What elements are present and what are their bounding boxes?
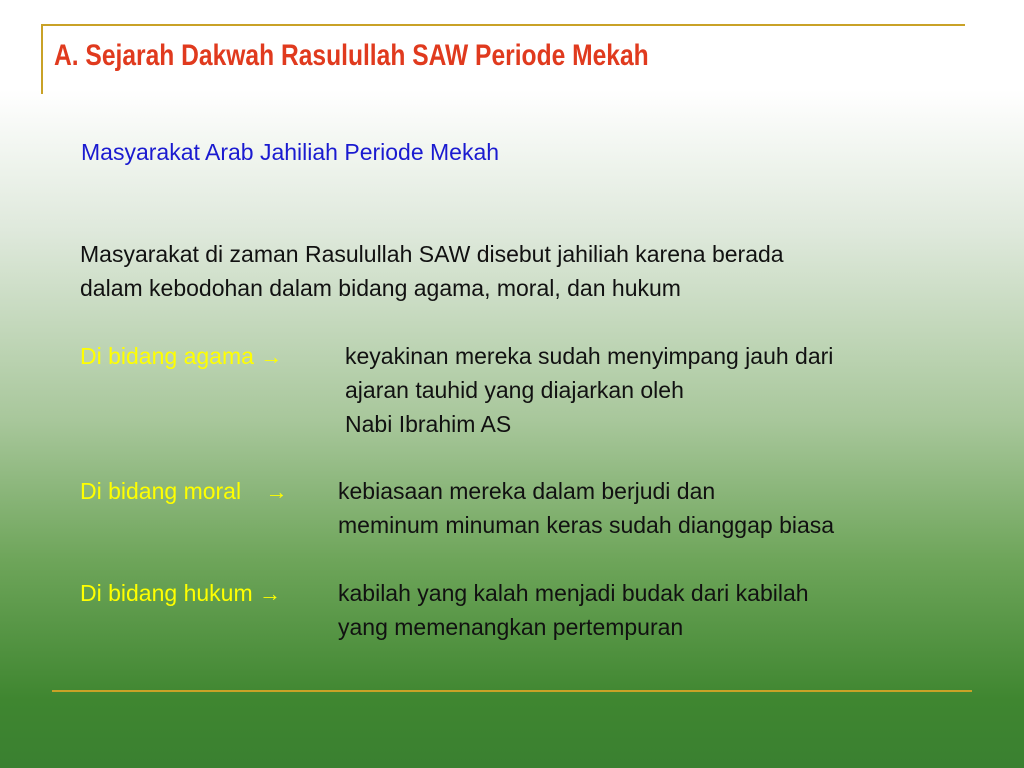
point-agama-description bbox=[345, 339, 833, 441]
description-line: meminum minuman keras sudah dianggap biasa bbox=[338, 512, 835, 538]
point-label: Di bidang moral bbox=[80, 478, 242, 504]
point-label: Di bidang agama bbox=[80, 343, 254, 369]
point-moral-label-row bbox=[80, 474, 287, 509]
frame-top-line bbox=[41, 24, 965, 26]
description-line: ajaran tauhid yang diajarkan oleh bbox=[345, 377, 684, 403]
intro-line: Masyarakat di zaman Rasulullah SAW disebut jahiliah karena berada bbox=[80, 241, 784, 267]
description-line: yang memenangkan pertempuran bbox=[338, 614, 684, 640]
intro-paragraph bbox=[80, 237, 784, 305]
description-line: Nabi Ibrahim AS bbox=[345, 411, 512, 437]
description-line: kabilah yang kalah menjadi budak dari kabilah bbox=[338, 580, 809, 606]
frame-left-line bbox=[41, 24, 43, 94]
arrow-right-icon: → bbox=[265, 479, 288, 504]
description-line: kebiasaan mereka dalam berjudi dan bbox=[338, 478, 716, 504]
frame-bottom-line bbox=[52, 690, 972, 692]
slide-title: A. Sejarah Dakwah Rasulullah SAW Periode Mekah bbox=[54, 39, 649, 72]
arrow-right-icon: → bbox=[260, 344, 283, 369]
slide-subtitle: Masyarakat Arab Jahiliah Periode Mekah bbox=[81, 139, 500, 165]
description-line: keyakinan mereka sudah menyimpang jauh dari bbox=[345, 343, 834, 369]
point-label: Di bidang hukum bbox=[80, 580, 253, 606]
arrow-right-icon: → bbox=[259, 581, 281, 606]
point-hukum-description bbox=[338, 576, 809, 644]
point-moral-description bbox=[338, 474, 834, 542]
point-hukum-label-row bbox=[80, 576, 281, 611]
intro-line: dalam kebodohan dalam bidang agama, moral, dan hukum bbox=[80, 275, 681, 301]
point-agama-label-row bbox=[80, 339, 282, 374]
